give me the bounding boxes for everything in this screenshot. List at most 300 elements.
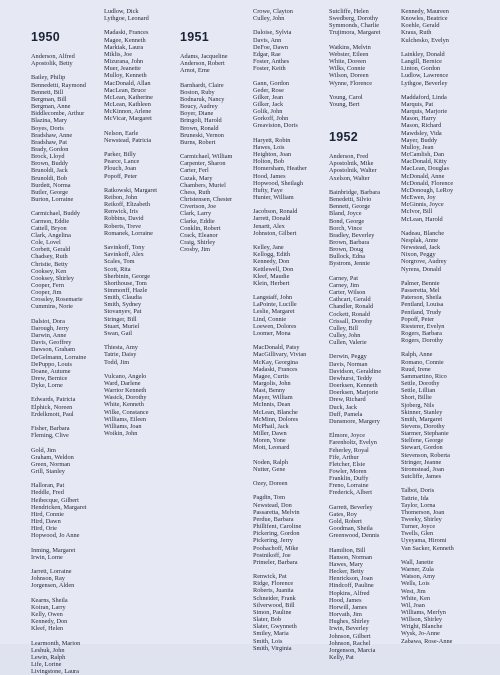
student-name: MacDonald, Allan — [104, 79, 151, 87]
student-name: Carney, Pat — [329, 274, 358, 282]
student-name: Foster, Anthes — [253, 58, 290, 66]
student-name: Greenwood, Dennis — [329, 532, 380, 540]
student-name: Brown, Buddy — [31, 160, 69, 168]
student-name: Cazak, Mary — [180, 174, 213, 182]
student-name: Newstead, Jack — [401, 244, 441, 252]
student-name: Ozey, Doreen — [253, 480, 288, 488]
student-name: Ralph, Anne — [401, 351, 433, 359]
student-name: Darough, Jerry — [31, 324, 69, 332]
student-name: Brown, Doug — [329, 246, 364, 254]
student-name: Apostolik, Betty — [31, 60, 73, 68]
student-name: Jorgenson, Marcia — [329, 646, 376, 654]
student-name: Linton, Gordon — [401, 65, 441, 73]
student-name: West, Jim — [401, 587, 426, 595]
student-name: Boucy, Audrey — [180, 103, 218, 111]
student-name: Grill, Stanley — [31, 467, 65, 475]
student-name: Bailey, Philip — [31, 74, 66, 82]
student-name: Garrett, Beverley — [329, 503, 373, 511]
student-name: McCamlish, Dan — [401, 151, 445, 159]
student-name: Pearce, Lance — [104, 158, 140, 166]
student-name: Watson, Amy — [401, 573, 436, 581]
student-name: Cullen, Valerie — [329, 339, 367, 347]
student-name: Dunsmore, Margery — [329, 417, 380, 425]
student-name: Stuart, Muriel — [104, 322, 140, 330]
student-name: Phillifent, Caroline — [253, 523, 302, 531]
student-name: MacLean, Bruce — [104, 86, 146, 94]
student-name: Bainbridge, Barbara — [329, 188, 381, 196]
student-name: Tatrie, Daisy — [104, 351, 137, 359]
student-name: Clark, Larry — [180, 210, 212, 218]
student-name: Borch, Vince — [329, 224, 363, 232]
student-name: Hopkins, Alfred — [329, 589, 370, 597]
student-name: Stovanyev, Pat — [104, 308, 142, 316]
student-name: Bland, Joyce — [329, 210, 362, 218]
student-name: Life, Lorine — [31, 661, 62, 669]
student-name: DeGelmann, Lorraine — [31, 353, 87, 361]
student-name: Markiak, Laura — [104, 43, 144, 51]
student-name: Margolis, John — [253, 380, 291, 388]
student-name: Butler, George — [31, 188, 69, 196]
student-name: Koiran, Larry — [31, 603, 66, 611]
student-name: Pickering, Jerry — [253, 537, 293, 545]
student-name: Palmer, Bennie — [401, 279, 440, 287]
student-name: Sutcliffe, James — [401, 473, 442, 481]
student-name: Kennedy, Don — [253, 258, 290, 266]
student-name: Nadeau, Blanche — [401, 229, 445, 237]
student-name: Heddle, Fred — [31, 489, 64, 497]
student-name: Noden, Ralph — [253, 458, 288, 466]
student-name: Bodnaruk, Nancy — [180, 95, 225, 103]
student-name: Ludlow, Lawrence — [401, 72, 449, 80]
student-name: McGinnis, Joyce — [401, 201, 444, 209]
student-name: Stromstead, Joan — [401, 465, 445, 473]
student-name: Talbot, Doris — [401, 487, 435, 495]
student-name: Christie, Betty — [31, 260, 68, 268]
student-name: Short, Billie — [401, 394, 432, 402]
student-name: Doane, Autume — [31, 367, 71, 375]
student-name: Crowe, Clayton — [253, 8, 293, 15]
student-name: Robbins, David — [104, 215, 144, 223]
student-name: Stringer, Jeanne — [401, 458, 442, 466]
student-name: Livingstone, Laura — [31, 668, 79, 675]
student-name: Sherbinin, George — [104, 272, 151, 280]
student-name: Frederick, Albert — [329, 489, 373, 497]
student-name: Boyes, Doris — [31, 124, 64, 132]
student-name: Davidson, Geraldine — [329, 367, 382, 375]
student-name: Ratkowski, Margaret — [104, 186, 158, 194]
student-name: Geder, Rose — [253, 86, 284, 94]
student-name: Brown, Ronald — [180, 124, 219, 132]
student-name: Green, Norman — [31, 460, 71, 468]
student-name: Hunter, William — [253, 194, 294, 202]
student-name: Doerksen, Marjorie — [329, 389, 379, 397]
student-name: Brunoldi, Jack — [31, 167, 68, 175]
student-name: Perdue, Barbara — [253, 515, 294, 523]
student-name: Bradshaw, Pat — [31, 138, 67, 146]
column-4 — [253, 8, 307, 652]
student-name: Hopwood, Jo Anne — [31, 532, 80, 540]
student-name: Madaski, Frances — [253, 365, 298, 373]
student-name: Roberts, Juanita — [253, 587, 294, 595]
student-name: MacLean, Douglas — [401, 165, 449, 173]
student-name: Davis, Norman — [329, 360, 368, 368]
student-name: Brunoldi, Bob — [31, 174, 68, 182]
student-name: Kleef, Helen — [31, 625, 64, 633]
student-name: Wil, Joan — [401, 601, 425, 609]
student-name: Lainkley, Donald — [401, 50, 445, 58]
student-name: DeFoe, Dawn — [253, 43, 288, 51]
student-name: Kulchesko, Evelyn — [401, 36, 449, 44]
student-name: Wright, Blanche — [401, 623, 443, 631]
student-name: Tweeky, Shirley — [401, 516, 442, 523]
student-name: Bruneski, Vernon — [180, 131, 224, 139]
student-name: Scales, Tom — [104, 258, 135, 266]
student-name: Ward, Darlene — [104, 380, 141, 388]
student-name: MacDonald, Kitty — [401, 158, 447, 166]
student-name: Skinner, Stanley — [401, 408, 443, 416]
student-name: Chandler, Ronald — [329, 303, 374, 311]
student-name: Kelly, Owen — [31, 611, 63, 619]
student-name: Bystrom, Jennie — [329, 260, 370, 268]
student-name: Tattrie, Ida — [401, 494, 429, 502]
student-name: Axelson, Walter — [329, 174, 370, 182]
student-name: Edgar, Rae — [253, 50, 281, 58]
student-name: Burton, Lorraine — [31, 196, 74, 204]
student-name: Nesplak, Anne — [401, 236, 439, 244]
student-name: Brown, Barbara — [329, 239, 370, 247]
student-name: Cooksey, Shirley — [31, 274, 74, 282]
student-name: Crissall, Dorothy — [329, 317, 373, 325]
student-name: Daloise, Sylvia — [253, 29, 292, 37]
student-name: Fletcher, Elsie — [329, 460, 366, 468]
student-name: Gilker, Jean — [253, 93, 284, 101]
student-name: McLean, Katherine — [104, 93, 153, 101]
student-name: Biddlecombe, Arthur — [31, 110, 85, 118]
student-name: Warrior Kenneth — [104, 387, 147, 395]
student-name: Jorgensen, Alden — [31, 582, 75, 590]
student-name: Cathcart, Gerald — [329, 296, 371, 304]
student-name: Elmore, Joyce — [329, 432, 366, 440]
column-1 — [31, 8, 86, 675]
student-name: Slater, Bob — [253, 616, 282, 624]
student-name: Schneider, Frank — [253, 594, 296, 602]
student-name: Christensen, Chester — [180, 196, 233, 204]
student-name: Kelly, Pat — [329, 654, 354, 661]
student-name: Langill, Bernice — [401, 58, 442, 66]
student-name: Nutter, Gene — [253, 465, 286, 473]
student-name: Nixon, Peggy — [401, 251, 436, 259]
student-name: Stringer, Bill — [104, 315, 137, 323]
student-name: Kennedy, Maureen — [401, 8, 449, 15]
student-name: Reikoff, Elizabeth — [104, 201, 151, 209]
student-name: Simmonff, Hazle — [104, 287, 148, 295]
student-name: Carney, Jim — [329, 281, 360, 289]
student-name: Johnston, Gilbert — [253, 229, 297, 237]
student-name: White, Kenneth — [104, 401, 144, 409]
student-name: Cattell, Bryon — [31, 224, 67, 232]
student-name: Mast, Benny — [253, 387, 286, 395]
student-name: Loewen, Dolores — [253, 322, 297, 330]
student-name: Leslie, Margaret — [253, 308, 295, 316]
student-name: Foster, Keith — [253, 65, 286, 73]
student-name: Sutcliffe, Helen — [329, 8, 369, 15]
student-name: Corbett, Gerald — [31, 246, 71, 254]
student-name: Ruud, Irene — [401, 365, 431, 373]
student-name: Miklis, Joe — [104, 50, 132, 58]
student-name: Leshuk, John — [31, 646, 65, 654]
student-name: LaPointe, Lucille — [253, 301, 297, 309]
student-name: Boyer, Diane — [180, 110, 214, 118]
student-name: Graham, Weldon — [31, 453, 74, 461]
student-name: Starmer, Stephanie — [401, 430, 449, 438]
student-name: Williams, Merfyn — [401, 609, 446, 617]
student-name: Dawson, Graham — [31, 346, 76, 354]
student-name: Turner, Joyce — [401, 523, 436, 531]
student-name: Swan, Gail — [104, 329, 132, 337]
student-name: Stewart, Gordon — [401, 444, 443, 452]
student-name: Fife, Arthur — [329, 453, 359, 461]
student-name: Learmonth, Marion — [31, 639, 81, 647]
student-name: Holton, Bob — [253, 158, 285, 166]
student-name: Mulloy, Kenneth — [104, 72, 147, 80]
student-name: Newstead, Patricia — [104, 136, 152, 144]
student-name: Brock, Lloyd — [31, 153, 65, 161]
student-name: Rogers, Barbara — [401, 329, 442, 337]
student-name: Thiesta, Amy — [104, 344, 138, 352]
student-name: Bergman, Anne — [31, 103, 71, 111]
student-name: Uyeyama, Hiromi — [401, 537, 447, 545]
student-name: Gorkoff, John — [253, 115, 289, 123]
student-name: White, Doreen — [329, 58, 367, 66]
student-name: Irwin, Lorne — [31, 553, 63, 561]
student-name: Duck, Jack — [329, 403, 357, 411]
student-name: Chadsey, Ruth — [31, 253, 68, 261]
student-name: Riesterer, Evelyn — [401, 322, 445, 330]
student-name: Bringoli, Harold — [180, 117, 222, 125]
student-name: Crosby, Jim — [180, 246, 211, 254]
student-name: Dyke, Lorne — [31, 382, 63, 390]
student-name: Hird, Dawn — [31, 518, 61, 526]
student-name: Clark, Angelina — [31, 231, 71, 239]
student-name: Hughes, Shirley — [329, 618, 370, 626]
student-name: Boston, Ruby — [180, 88, 215, 96]
student-name: Culley, Bill — [329, 324, 358, 332]
student-name: Ludlow, Dick — [104, 8, 139, 15]
student-name: Chambers, Muriel — [180, 181, 226, 189]
student-name: Cole, Lovel — [31, 239, 61, 247]
student-name: Greaviston, Doris — [253, 122, 298, 130]
student-name: Poohachoff, Mike — [253, 544, 299, 552]
student-name: Mayer, Buddy — [401, 136, 438, 144]
student-name: Carpenter, Sharon — [180, 160, 226, 168]
student-name: Inming, Margaret — [31, 546, 76, 554]
student-name: Todd, Jim — [104, 358, 130, 366]
student-name: Kelley, Jane — [253, 244, 284, 252]
student-name: Bennedetti, Raymond — [31, 81, 86, 89]
student-name: Crack, Eleanor — [180, 231, 218, 239]
student-name: Smith, Claudia — [104, 294, 142, 302]
student-name: McLean, Harold — [401, 215, 443, 223]
student-name: Hamilton, Bill — [329, 546, 366, 554]
student-name: Wynne, Florence — [329, 79, 372, 87]
student-name: Trujimora, Margaret — [329, 29, 381, 37]
student-name: Carmon, Eddie — [31, 217, 70, 225]
student-name: Halloran, Pat — [31, 482, 65, 490]
student-name: Lewin, Ralph — [31, 653, 66, 661]
student-name: Mason, Harry — [401, 115, 436, 123]
student-name: Magee, Curtis — [253, 372, 289, 380]
student-name: Passaretta, Melvin — [253, 508, 300, 516]
student-name: Hufty, Faye — [253, 186, 283, 194]
student-name: Romano, Connie — [401, 358, 444, 366]
student-name: Gates, Roy — [329, 510, 357, 518]
student-name: Sammartino, Rico — [401, 372, 447, 380]
student-name: Edwards, Patricia — [31, 396, 76, 404]
student-name: Twells, Glen — [401, 530, 434, 538]
student-name: Williams, Joan — [104, 422, 142, 430]
student-name: Henrickson, Joan — [329, 575, 373, 583]
student-name: Hopwood, Sheilagh — [253, 179, 304, 187]
student-name: Warner, Zula — [401, 566, 434, 574]
student-name: Jenartt, Alex — [253, 222, 285, 230]
student-name: McPhail, Jack — [253, 422, 289, 430]
student-name: Hird, Orie — [31, 525, 57, 533]
student-name: Heibecque, Gilbert — [31, 496, 79, 504]
student-name: Hood, James — [329, 596, 362, 604]
student-name: Drew, Bernice — [31, 374, 68, 382]
student-name: Renwick, Pat — [253, 573, 287, 581]
student-name: McKinnon, Arlene — [104, 108, 152, 116]
student-name: MacGillivary, Vivian — [253, 351, 307, 359]
student-name: Arnot, Erne — [180, 67, 210, 75]
student-name: Symmonds, Charlie — [329, 22, 380, 30]
year-heading: 1950 — [31, 30, 61, 44]
student-name: Conklin, Robert — [180, 224, 221, 232]
student-name: Popoff, Peter — [401, 315, 435, 323]
student-name: Johnson, Rachel — [329, 639, 371, 647]
student-name: Watkins, Melvin — [329, 43, 371, 51]
student-name: Stelfene, George — [401, 437, 444, 445]
student-name: Willson, Shirley — [401, 616, 443, 624]
student-name: Burdett, Norma — [31, 181, 71, 189]
student-name: Postnikoff, Joe — [253, 551, 291, 559]
student-name: Derwin, Peggy — [329, 353, 367, 361]
student-name: Darwin, Anne — [31, 332, 67, 340]
student-name: Wilson, Doreen — [329, 72, 369, 80]
student-name: Farenholtz, Evelyn — [329, 439, 377, 447]
student-name: Lythgoe, Leonard — [104, 15, 149, 23]
student-name: Parker, Billy — [104, 151, 136, 159]
student-name: Magee, Kenneth — [104, 36, 146, 44]
student-name: MacDonald, Patsy — [253, 344, 300, 352]
student-name: McLean, Blanche — [253, 408, 298, 416]
student-name: Fleming, Clive — [31, 432, 69, 440]
student-name: Silverwood, Bill — [253, 601, 295, 609]
student-name: Kearns, Sheila — [31, 596, 68, 604]
student-name: Williams, Eileen — [104, 415, 147, 423]
student-name: Klein, Herbert — [253, 279, 290, 287]
student-name: Paterson, Sheila — [401, 294, 442, 302]
student-name: McVicar, Margaret — [104, 115, 152, 123]
student-name: Young, Carol — [329, 93, 363, 101]
student-name: White, Ken — [401, 594, 431, 602]
student-name: Bullock, Edna — [329, 253, 366, 261]
student-name: Hendricken, Margaret — [31, 503, 87, 511]
student-name: McInnis, Dean — [253, 401, 291, 409]
student-name: Hawes, Mary — [329, 560, 363, 568]
student-name: Anderson, Fred — [329, 153, 369, 161]
student-name: McKay, Georgina — [253, 358, 298, 366]
student-name: Romanek, Lorraine — [104, 229, 153, 237]
student-name: Scott, Rita — [104, 265, 131, 273]
student-name: Mulloy, Jean — [401, 143, 434, 151]
student-name: Hecker, Betty — [329, 568, 364, 576]
student-name: Sjoberg, Nils — [401, 401, 435, 409]
student-name: Gilker, Jack — [253, 101, 284, 108]
student-name: Madaski, Frances — [104, 29, 149, 37]
student-name: Newstead, Don — [253, 501, 292, 509]
student-name: Primeler, Barbara — [253, 558, 298, 566]
student-name: Smith, Lois — [253, 637, 283, 645]
student-name: Culley, John — [329, 332, 361, 340]
student-name: Cooksey, Ken — [31, 267, 67, 275]
student-name: Moren, Yone — [253, 437, 286, 445]
student-name: Maddaford, Linda — [401, 93, 447, 101]
student-name: Chess, Ruth — [180, 188, 211, 196]
student-name: Dalsiot, Dora — [31, 317, 65, 325]
student-name: Savinkoff, Tony — [104, 244, 145, 252]
student-name: Lythgoe, Beverley — [401, 79, 448, 87]
student-name: Pickering, Gordon — [253, 530, 300, 538]
student-name: Shorthouse, Tom — [104, 279, 147, 287]
student-name: Bennett, Bill — [31, 88, 64, 96]
student-name: McDonald, Anne — [401, 172, 445, 180]
student-name: Johnson, Ray — [31, 575, 65, 583]
student-name: Irwin, Beverley — [329, 625, 369, 633]
student-name: Cockett, Ronald — [329, 310, 370, 318]
student-name: Smith, Sydney — [104, 301, 142, 309]
student-name: Mizurana, John — [104, 58, 144, 66]
student-name: Miller, Dawn — [253, 430, 287, 438]
student-name: Roberts, Treve — [104, 222, 142, 230]
student-name: Hood, James — [253, 172, 286, 180]
student-name: Heighton, Joan — [253, 151, 292, 159]
student-name: Settle, Dorothy — [401, 380, 440, 388]
student-name: Horvath, Jim — [329, 611, 362, 619]
student-name: Horwill, James — [329, 603, 368, 611]
student-name: Apostolnik, Walter — [329, 167, 377, 175]
student-name: Drew, Richard — [329, 396, 366, 404]
student-name: Taylor, Lorna — [401, 501, 436, 509]
student-name: Wells, Lois — [401, 580, 430, 588]
student-name: Brady, Gordon — [31, 146, 69, 154]
student-name: Clarke, Eddie — [180, 217, 215, 225]
student-name: Bennett, George — [329, 203, 371, 211]
student-name: Gold, Jim — [31, 446, 56, 454]
student-name: Civertson, Joe — [180, 203, 217, 211]
student-name: Cummins, Norie — [31, 303, 73, 311]
student-name: Freno, Lorraine — [329, 482, 369, 490]
student-name: Nelson, Earle — [104, 129, 139, 137]
student-name: Reibon, John — [104, 194, 138, 201]
student-name: Duff, Pamela — [329, 410, 363, 418]
student-name: Crossley, Rosemarie — [31, 296, 83, 304]
student-name: Marquis, Marjorie — [401, 108, 448, 116]
student-name: Carter, Wilson — [329, 289, 366, 297]
student-name: Kellogg, Edith — [253, 251, 291, 259]
student-name: Jarrett, Donald — [253, 215, 291, 223]
student-name: Wilks, Connie — [329, 65, 366, 73]
